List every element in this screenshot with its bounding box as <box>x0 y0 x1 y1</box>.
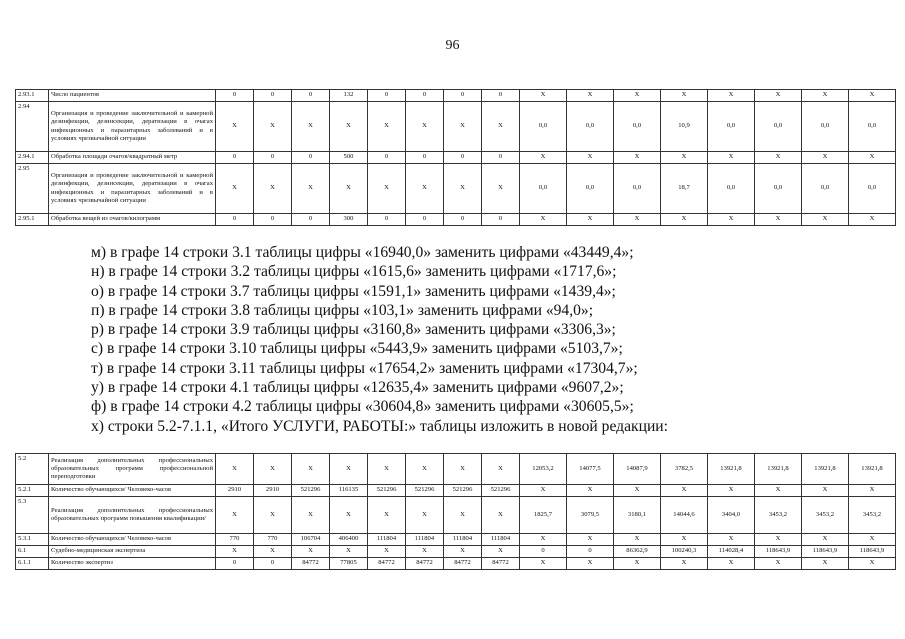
table-cell: X <box>292 546 330 558</box>
table-cell: X <box>520 558 567 570</box>
table-cell: X <box>802 214 849 226</box>
table-cell: X <box>482 497 520 534</box>
table-cell: X <box>661 152 708 164</box>
table-cell: X <box>708 90 755 102</box>
table-cell: X <box>292 454 330 485</box>
table-cell: 84772 <box>368 558 406 570</box>
table-cell: 0 <box>482 214 520 226</box>
table-cell: X <box>661 214 708 226</box>
table-cell: X <box>292 497 330 534</box>
table-cell: 111804 <box>482 534 520 546</box>
table-cell: X <box>520 534 567 546</box>
table-row <box>16 214 896 226</box>
table-cell: X <box>614 558 661 570</box>
table-cell: X <box>849 90 896 102</box>
row-label: Количество экспертиз <box>49 558 216 570</box>
table-cell: X <box>755 152 802 164</box>
table-row <box>16 497 896 534</box>
table-cell: 13921,8 <box>755 454 802 485</box>
table-cell: X <box>520 152 567 164</box>
row-number: 2.94 <box>16 102 49 152</box>
amendment-item: с) в графе 14 строки 3.10 таблицы цифры «5443,9» заменить цифрами «5103,7»; <box>91 340 623 358</box>
table-cell: 0 <box>520 546 567 558</box>
table-cell: 118643,9 <box>755 546 802 558</box>
table-cell: X <box>330 164 368 214</box>
table-cell: X <box>368 102 406 152</box>
table-cell: 14087,9 <box>614 454 661 485</box>
table-cell: X <box>216 546 254 558</box>
table-cell: X <box>849 214 896 226</box>
table-cell: X <box>444 164 482 214</box>
table-cell: 118643,9 <box>849 546 896 558</box>
table-cell: 84772 <box>482 558 520 570</box>
table-cell: X <box>368 164 406 214</box>
table-cell: 406400 <box>330 534 368 546</box>
table-cell: X <box>254 164 292 214</box>
table-cell: 100240,3 <box>661 546 708 558</box>
table-cell: 0 <box>406 214 444 226</box>
table-cell: X <box>802 534 849 546</box>
table-cell: X <box>661 90 708 102</box>
row-number: 5.2 <box>16 454 49 485</box>
table-cell: X <box>755 485 802 497</box>
table-cell: X <box>216 164 254 214</box>
table-cell: 84772 <box>406 558 444 570</box>
table-cell: X <box>482 454 520 485</box>
table-cell: 3180,1 <box>614 497 661 534</box>
table-cell: X <box>482 546 520 558</box>
table-cell: 521296 <box>406 485 444 497</box>
table-cell: 0 <box>368 152 406 164</box>
table-cell: 0 <box>482 90 520 102</box>
table-cell: X <box>802 90 849 102</box>
table-cell: X <box>708 485 755 497</box>
table-cell: X <box>567 485 614 497</box>
table-cell: X <box>216 497 254 534</box>
table-cell: 132 <box>330 90 368 102</box>
table-cell: X <box>614 534 661 546</box>
table-cell: X <box>708 534 755 546</box>
table-cell: 111804 <box>444 534 482 546</box>
table-cell: 300 <box>330 214 368 226</box>
table-cell: 0,0 <box>802 164 849 214</box>
table-row <box>16 454 896 485</box>
table-cell: X <box>567 534 614 546</box>
table-cell: X <box>330 102 368 152</box>
table-cell: X <box>444 497 482 534</box>
table-top <box>15 89 896 226</box>
table-cell: X <box>216 454 254 485</box>
table-cell: X <box>708 152 755 164</box>
table-cell: X <box>406 497 444 534</box>
row-label: Организация и проведение заключительной и камерной дезинфекции, дезинсекции, дератизации в очагах инфекционных и паразитарных заболеваний и в условиях чрезвычайной ситуации <box>49 164 216 214</box>
row-number: 5.2.1 <box>16 485 49 497</box>
amendment-item: о) в графе 14 строки 3.7 таблицы цифры «1591,1» заменить цифрами «1439,4»; <box>91 282 616 300</box>
table-row <box>16 164 896 214</box>
table-cell: 0,0 <box>755 102 802 152</box>
table-cell: X <box>755 558 802 570</box>
table-cell: 10,9 <box>661 102 708 152</box>
row-label: Судебно-медицинская экспертиза <box>49 546 216 558</box>
table-cell: 0 <box>216 214 254 226</box>
table-cell: 521296 <box>444 485 482 497</box>
amendment-item: п) в графе 14 строки 3.8 таблицы цифры «103,1» заменить цифрами «94,0»; <box>91 301 594 319</box>
table-cell: X <box>254 454 292 485</box>
table-cell: X <box>330 454 368 485</box>
row-label: Организация и проведение заключительной и камерной дезинфекции, дезинсекции, дератизации в очагах инфекционных и паразитарных заболеваний и в условиях чрезвычайной ситуации <box>49 102 216 152</box>
table-cell: X <box>254 546 292 558</box>
table-cell: X <box>802 152 849 164</box>
table-cell: 770 <box>216 534 254 546</box>
table-cell: 500 <box>330 152 368 164</box>
table-cell: X <box>254 497 292 534</box>
amendment-item: р) в графе 14 строки 3.9 таблицы цифры «3160,8» заменить цифрами «3306,3»; <box>91 321 616 339</box>
table-cell: 13921,8 <box>849 454 896 485</box>
table-cell: X <box>520 485 567 497</box>
table-cell: X <box>368 546 406 558</box>
table-cell: 0 <box>254 152 292 164</box>
table-cell: X <box>849 534 896 546</box>
table-cell: 0 <box>406 152 444 164</box>
amendment-item: х) строки 5.2-7.1.1, «Итого УСЛУГИ, РАБОТЫ:» таблицы изложить в новой редакции: <box>91 417 668 435</box>
table-row <box>16 534 896 546</box>
table-cell: 3782,5 <box>661 454 708 485</box>
table-cell: X <box>849 558 896 570</box>
table-cell: X <box>330 546 368 558</box>
table-cell: 116135 <box>330 485 368 497</box>
table-cell: X <box>755 534 802 546</box>
table-cell: 521296 <box>292 485 330 497</box>
row-label: Количество обучающихся/ Человеко-часов <box>49 534 216 546</box>
page-number: 96 <box>445 38 460 53</box>
table-cell: 0 <box>482 152 520 164</box>
table-cell: 0 <box>216 90 254 102</box>
table-cell: 0,0 <box>520 164 567 214</box>
row-number: 2.93.1 <box>16 90 49 102</box>
table-cell: X <box>216 102 254 152</box>
table-cell: 0 <box>216 558 254 570</box>
table-cell: 0,0 <box>849 102 896 152</box>
table-cell: 84772 <box>292 558 330 570</box>
table-cell: X <box>292 102 330 152</box>
table-cell: 0 <box>254 90 292 102</box>
table-bottom <box>15 453 896 570</box>
table-cell: X <box>755 90 802 102</box>
row-label: Число пациентов <box>49 90 216 102</box>
table-cell: 0 <box>444 214 482 226</box>
table-cell: X <box>368 497 406 534</box>
table-cell: 0,0 <box>520 102 567 152</box>
table-cell: 111804 <box>406 534 444 546</box>
table-cell: 0,0 <box>755 164 802 214</box>
row-label: Реализация дополнительных профессиональных образовательных программ профессиональной переподготовки <box>49 454 216 485</box>
table-cell: X <box>614 485 661 497</box>
table-cell: 0 <box>292 152 330 164</box>
table-cell: 0,0 <box>708 164 755 214</box>
table-cell: X <box>567 152 614 164</box>
table-cell: X <box>567 90 614 102</box>
table-cell: 118643,9 <box>802 546 849 558</box>
row-number: 6.1.1 <box>16 558 49 570</box>
table-cell: X <box>614 90 661 102</box>
table-cell: 0 <box>444 90 482 102</box>
table-cell: 18,7 <box>661 164 708 214</box>
table-cell: 0,0 <box>567 164 614 214</box>
table-cell: X <box>614 214 661 226</box>
table-cell: X <box>849 152 896 164</box>
table-cell: X <box>292 164 330 214</box>
table-cell: 3404,0 <box>708 497 755 534</box>
row-number: 2.94.1 <box>16 152 49 164</box>
table-row <box>16 90 896 102</box>
table-cell: 106704 <box>292 534 330 546</box>
table-cell: X <box>661 485 708 497</box>
table-row <box>16 152 896 164</box>
amendment-item: т) в графе 14 строки 3.11 таблицы цифры «17654,2» заменить цифрами «17304,7»; <box>91 359 638 377</box>
table-cell: X <box>802 558 849 570</box>
table-cell: X <box>567 558 614 570</box>
table-cell: 13921,8 <box>802 454 849 485</box>
table-cell: X <box>520 90 567 102</box>
table-cell: X <box>708 214 755 226</box>
row-number: 2.95 <box>16 164 49 214</box>
table-cell: 0,0 <box>567 102 614 152</box>
row-number: 5.3 <box>16 497 49 534</box>
table-cell: 14044,6 <box>661 497 708 534</box>
table-cell: X <box>406 102 444 152</box>
table-cell: X <box>482 164 520 214</box>
table-cell: X <box>406 546 444 558</box>
amendments-list <box>91 243 871 436</box>
table-cell: 13921,8 <box>708 454 755 485</box>
table-cell: 0 <box>444 152 482 164</box>
row-label: Реализация дополнительных профессиональных образовательных программ повышения квалификации/ <box>49 497 216 534</box>
amendment-item: н) в графе 14 строки 3.2 таблицы цифры «1615,6» заменить цифрами «1717,6»; <box>91 263 617 281</box>
table-cell: X <box>444 102 482 152</box>
table-cell: 0 <box>567 546 614 558</box>
table-cell: 14077,5 <box>567 454 614 485</box>
table-cell: 3453,2 <box>802 497 849 534</box>
row-label: Количество обучающихся/ Человеко-часов <box>49 485 216 497</box>
row-number: 5.3.1 <box>16 534 49 546</box>
table-cell: X <box>482 102 520 152</box>
table-row <box>16 485 896 497</box>
table-cell: 0 <box>216 152 254 164</box>
row-label: Обработка вещей из очагов/килограмм <box>49 214 216 226</box>
table-cell: 0 <box>368 90 406 102</box>
table-cell: X <box>330 497 368 534</box>
table-cell: 0,0 <box>849 164 896 214</box>
table-cell: 0 <box>368 214 406 226</box>
table-cell: 0 <box>254 214 292 226</box>
table-cell: X <box>444 454 482 485</box>
table-cell: 0,0 <box>614 102 661 152</box>
table-cell: 521296 <box>482 485 520 497</box>
table-cell: 1825,7 <box>520 497 567 534</box>
table-row <box>16 558 896 570</box>
table-cell: 0 <box>406 90 444 102</box>
table-cell: X <box>444 546 482 558</box>
table-cell: 0 <box>292 90 330 102</box>
row-number: 6.1 <box>16 546 49 558</box>
table-cell: 84772 <box>444 558 482 570</box>
amendment-item: ф) в графе 14 строки 4.2 таблицы цифры «30604,8» заменить цифрами «30605,5»; <box>91 398 634 416</box>
table-cell: X <box>661 558 708 570</box>
table-cell: X <box>755 214 802 226</box>
table-cell: 0,0 <box>708 102 755 152</box>
table-cell: 114028,4 <box>708 546 755 558</box>
table-cell: 0,0 <box>614 164 661 214</box>
table-cell: 3453,2 <box>849 497 896 534</box>
table-cell: 3079,5 <box>567 497 614 534</box>
table-cell: X <box>406 164 444 214</box>
row-number: 2.95.1 <box>16 214 49 226</box>
table-cell: 2910 <box>216 485 254 497</box>
table-cell: X <box>567 214 614 226</box>
table-cell: X <box>368 454 406 485</box>
table-cell: 2910 <box>254 485 292 497</box>
table-cell: 12053,2 <box>520 454 567 485</box>
table-cell: 0,0 <box>802 102 849 152</box>
table-row <box>16 546 896 558</box>
table-cell: 86362,9 <box>614 546 661 558</box>
table-cell: 770 <box>254 534 292 546</box>
table-cell: 0 <box>254 558 292 570</box>
table-cell: X <box>254 102 292 152</box>
table-cell: 0 <box>292 214 330 226</box>
table-cell: X <box>849 485 896 497</box>
table-cell: 77805 <box>330 558 368 570</box>
table-cell: X <box>520 214 567 226</box>
amendment-item: у) в графе 14 строки 4.1 таблицы цифры «12635,4» заменить цифрами «9607,2»; <box>91 379 624 397</box>
table-cell: X <box>708 558 755 570</box>
table-cell: 111804 <box>368 534 406 546</box>
table-row <box>16 102 896 152</box>
amendment-item: м) в графе 14 строки 3.1 таблицы цифры «16940,0» заменить цифрами «43449,4»; <box>91 244 634 261</box>
table-cell: X <box>661 534 708 546</box>
table-cell: 3453,2 <box>755 497 802 534</box>
table-cell: 521296 <box>368 485 406 497</box>
table-cell: X <box>802 485 849 497</box>
table-cell: X <box>614 152 661 164</box>
table-cell: X <box>406 454 444 485</box>
row-label: Обработка площади очагов/квадратный метр <box>49 152 216 164</box>
